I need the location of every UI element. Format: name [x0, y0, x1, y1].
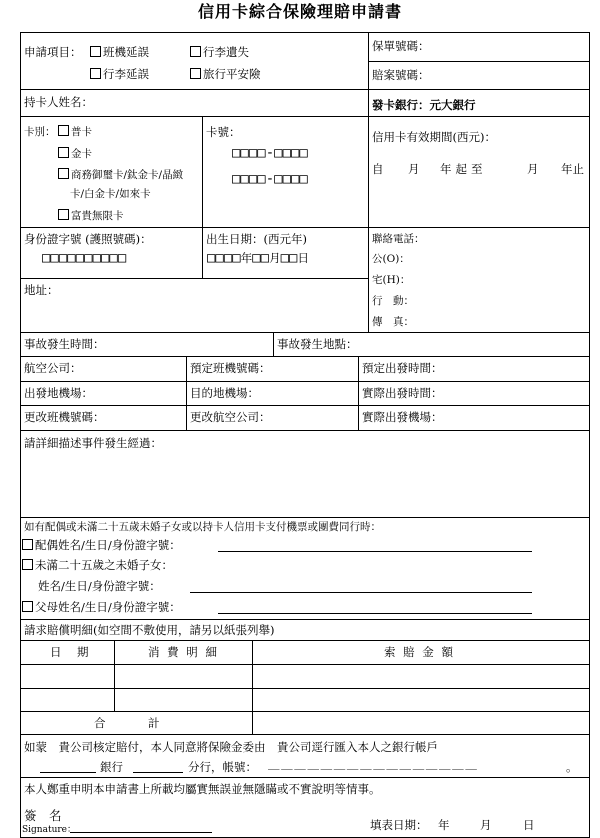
- branch-underline[interactable]: [133, 772, 183, 773]
- address-field[interactable]: 地址：: [24, 283, 59, 297]
- card-type-label: 卡別：: [24, 126, 56, 138]
- checkbox[interactable]: [58, 147, 69, 158]
- col-divider: [114, 640, 115, 711]
- checkbox[interactable]: [22, 601, 33, 612]
- row-divider: [20, 619, 590, 620]
- checkbox[interactable]: [190, 46, 201, 57]
- option-baggage-loss[interactable]: 行李遺失: [190, 45, 249, 59]
- spouse-field[interactable]: 配偶姓名/生日/身份證字號：: [22, 538, 181, 552]
- validity-month1: 月: [408, 162, 420, 176]
- row-divider: [20, 777, 590, 778]
- mobile-phone-field[interactable]: 行 動：: [372, 295, 414, 307]
- row-divider: [20, 734, 590, 735]
- declaration: 本人鄭重申明本申請書上所載均屬實無誤並無隱瞞或不實說明等情事。: [24, 782, 381, 796]
- airline-field[interactable]: 航空公司：: [24, 361, 82, 375]
- account-period: 。: [566, 760, 578, 774]
- checkbox[interactable]: [58, 209, 69, 220]
- checkbox[interactable]: [22, 559, 33, 570]
- dob-label: 出生日期：(西元年): [206, 232, 307, 246]
- contact-label: 聯絡電話：: [372, 233, 425, 245]
- bank-label: 銀行: [100, 760, 123, 774]
- row-divider: [20, 688, 590, 689]
- changed-flight-field[interactable]: 更改班機號碼：: [24, 410, 105, 424]
- id-boxes[interactable]: □□□□□□□□□□: [42, 250, 127, 266]
- child-field[interactable]: 未滿二十五歲之未婚子女：: [22, 558, 173, 572]
- row-divider: [20, 640, 590, 641]
- row-divider: [20, 405, 590, 406]
- flight-number-field[interactable]: 預定班機號碼：: [190, 361, 271, 375]
- checkbox[interactable]: [22, 539, 33, 550]
- row-divider: [20, 116, 590, 117]
- col-divider: [368, 32, 369, 116]
- row-divider: [20, 356, 590, 357]
- total-label: 合 計: [94, 716, 162, 730]
- fill-date-label: 填表日期：: [370, 818, 428, 832]
- checkbox[interactable]: [90, 46, 101, 57]
- validity-year-end: 年止: [561, 162, 584, 176]
- bank-name-underline[interactable]: [40, 772, 96, 773]
- col-date: 日 期: [50, 645, 91, 659]
- row-divider: [20, 664, 590, 665]
- checkbox[interactable]: [58, 168, 69, 179]
- validity-month2: 月: [527, 162, 539, 176]
- fax-field[interactable]: 傳 真：: [372, 316, 414, 328]
- office-phone-field[interactable]: 公(O)：: [372, 253, 410, 265]
- row-divider: [20, 711, 590, 712]
- option-travel-insurance[interactable]: 旅行平安險: [190, 67, 261, 81]
- card-type-premium-cont: 卡/白金卡/如來卡: [70, 188, 151, 200]
- parents-field[interactable]: 父母姓名/生日/身份證字號：: [22, 600, 181, 614]
- scheduled-departure-field[interactable]: 預定出發時間：: [362, 361, 443, 375]
- claim-number-field[interactable]: 賠案號碼：: [372, 68, 430, 82]
- col-expense: 消 費 明 細: [148, 645, 219, 659]
- signature-line[interactable]: [70, 832, 212, 833]
- card-type-premium[interactable]: 商務御璽卡/鈦金卡/晶緻: [58, 168, 183, 182]
- validity-from: 自: [372, 162, 384, 176]
- signature-english: Signature：: [22, 825, 77, 835]
- branch-label: 分行，帳號：: [188, 760, 257, 774]
- destination-airport-field[interactable]: 目的地機場：: [190, 386, 259, 400]
- card-type-classic[interactable]: 普卡: [58, 125, 92, 139]
- row-divider: [20, 517, 590, 518]
- card-type-infinite[interactable]: 富貴無限卡: [58, 209, 124, 223]
- row-divider: [368, 61, 590, 62]
- id-label: 身份證字號 (護照號碼)：: [24, 232, 152, 246]
- fill-date-month: 月: [480, 818, 492, 832]
- policy-number-field[interactable]: 保單號碼：: [372, 39, 430, 53]
- account-number-blanks[interactable]: ＿ ＿ ＿ ＿ ＿ ＿ ＿ ＿ ＿ ＿ ＿ ＿ ＿ ＿ ＿ ＿: [268, 757, 476, 771]
- claim-details-header: 請求賠償明細(如空間不敷使用，請另以紙張列舉): [24, 623, 275, 637]
- child-detail-field[interactable]: 姓名/生日/身份證字號：: [38, 579, 161, 593]
- home-phone-field[interactable]: 宅(H)：: [372, 274, 411, 286]
- cardholder-name-field[interactable]: 持卡人姓名：: [24, 95, 93, 109]
- incident-place-field[interactable]: 事故發生地點：: [277, 337, 358, 351]
- departure-airport-field[interactable]: 出發地機場：: [24, 386, 93, 400]
- col-divider: [358, 356, 359, 430]
- col-divider: [252, 640, 253, 734]
- checkbox[interactable]: [58, 125, 69, 136]
- card-number-boxes-2[interactable]: □□□□-□□□□: [232, 171, 308, 187]
- changed-airline-field[interactable]: 更改航空公司：: [190, 410, 271, 424]
- card-number-boxes-1[interactable]: □□□□-□□□□: [232, 145, 308, 161]
- signature-label: 簽 名: [24, 808, 62, 823]
- issuing-bank: 發卡銀行：元大銀行: [372, 98, 476, 112]
- fill-date-day: 日: [523, 818, 535, 832]
- col-divider: [273, 332, 274, 356]
- fill-date-year: 年: [438, 818, 450, 832]
- actual-departure-field[interactable]: 實際出發時間：: [362, 386, 443, 400]
- child-underline: [190, 592, 532, 593]
- dob-boxes[interactable]: □□□□年□□月□□日: [207, 250, 309, 266]
- checkbox[interactable]: [190, 68, 201, 79]
- validity-label: 信用卡有效期間(西元)：: [372, 130, 496, 144]
- parents-underline: [218, 613, 532, 614]
- row-divider: [20, 227, 590, 228]
- spouse-underline: [218, 551, 532, 552]
- card-number-label: 卡號：: [206, 125, 241, 139]
- row-divider: [20, 89, 590, 90]
- card-type-gold[interactable]: 金卡: [58, 147, 92, 161]
- incident-time-field[interactable]: 事故發生時間：: [24, 337, 105, 351]
- actual-airport-field[interactable]: 實際出發機場：: [362, 410, 443, 424]
- row-divider: [20, 430, 590, 431]
- payment-consent: 如蒙 貴公司核定賠付，本人同意將保險金委由 貴公司逕行匯入本人之銀行帳戶: [24, 740, 438, 754]
- row-divider: [20, 332, 590, 333]
- option-baggage-delay[interactable]: 行李延誤: [90, 67, 149, 81]
- incident-description-field[interactable]: 請詳細描述事件發生經過：: [24, 436, 162, 450]
- col-divider: [368, 116, 369, 332]
- family-intro: 如有配偶或未滿二十五歲未婚子女或以持卡人信用卡支付機票或團費同行時：: [24, 521, 381, 533]
- checkbox[interactable]: [90, 68, 101, 79]
- col-amount: 索 賠 金 額: [384, 645, 455, 659]
- col-divider: [202, 116, 203, 278]
- validity-year-to: 年起至: [440, 162, 487, 176]
- col-divider: [186, 356, 187, 430]
- row-divider: [20, 278, 368, 279]
- application-label: 申請項目：: [24, 45, 82, 59]
- option-flight-delay[interactable]: 班機延誤: [90, 45, 149, 59]
- form-title: 信用卡綜合保險理賠申請書: [197, 2, 402, 21]
- row-divider: [20, 381, 590, 382]
